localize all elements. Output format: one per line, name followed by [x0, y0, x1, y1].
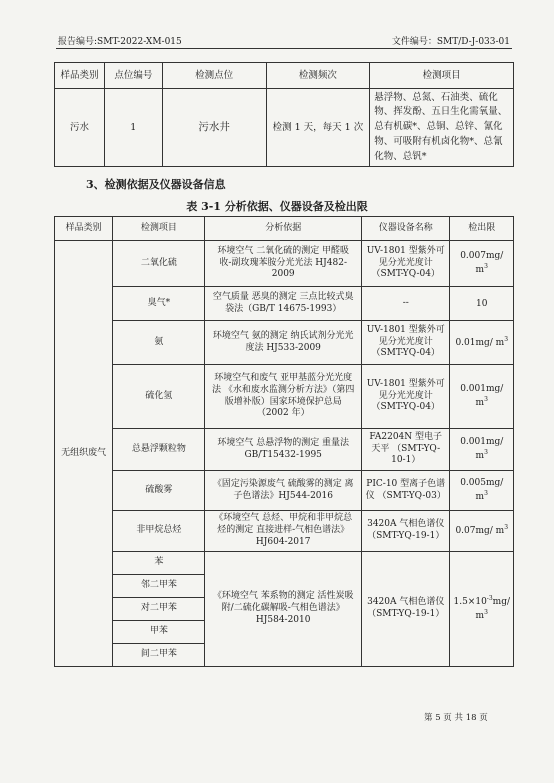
monitoring-plan-table [54, 62, 514, 167]
analysis-basis-table [54, 216, 514, 667]
table-row [55, 321, 514, 365]
analysis-method: 环境空气 二氧化硫的测定 甲醛吸收-副玫瑰苯胺分光光法 HJ482-2009 [205, 241, 362, 287]
header-cell: 检测项目 [113, 217, 205, 241]
table-row [55, 471, 514, 511]
detection-limit: 10 [450, 287, 514, 321]
monitoring-point: 污水井 [162, 89, 266, 167]
test-item: 二氧化硫 [113, 241, 205, 287]
table-row [55, 511, 514, 552]
section-title: 3、检测依据及仪器设备信息 [86, 178, 226, 191]
instrument: UV-1801 型紫外可见分光光度计 （SMT-YQ-04） [361, 321, 450, 365]
analysis-method: 环境空气 氨的测定 纳氏试剂分光光度法 HJ533-2009 [205, 321, 362, 365]
header-cell: 检测项目 [370, 63, 514, 89]
test-item: 臭气* [113, 287, 205, 321]
detection-limit: 0.07mg/ $m^3$ [450, 511, 514, 552]
instrument: FA2204N 型电子天平 （SMT-YQ-10-1） [361, 429, 450, 471]
header-cell: 检测点位 [162, 63, 266, 89]
page-header [58, 34, 510, 47]
test-item: 硫化氢 [113, 365, 205, 429]
analysis-method: 《环境空气 总烃、甲烷和非甲烷总烃的测定 直接进样-气相色谱法》HJ604-2017 [205, 511, 362, 552]
instrument: PIC-10 型离子色谱仪 （SMT-YQ-03） [361, 471, 450, 511]
detection-limit: 0.007mg/ $m^3$ [450, 241, 514, 287]
table-title: 表 3-1 分析依据、仪器设备及检出限 [186, 200, 368, 213]
header-cell: 点位编号 [104, 63, 162, 89]
table-row [55, 89, 514, 167]
table-row [55, 552, 514, 575]
header-cell: 检出限 [450, 217, 514, 241]
sample-category: 污水 [55, 89, 105, 167]
analysis-method: 《环境空气 苯系物的测定 活性炭吸附/二硫化碳解吸-气相色谱法》HJ584-2010 [205, 552, 362, 667]
detection-limit: 0.001mg/ $m^3$ [450, 429, 514, 471]
test-item: 邻二甲苯 [113, 575, 205, 598]
header-cell: 检测频次 [266, 63, 370, 89]
table-row [55, 287, 514, 321]
sample-category: 无组织废气 [55, 241, 113, 667]
header-cell: 样品类别 [55, 217, 113, 241]
table-row [55, 241, 514, 287]
file-number: 文件编号：SMT/D-J-033-01 [391, 37, 510, 47]
header-cell: 分析依据 [205, 217, 362, 241]
analysis-method: 环境空气 总悬浮物的测定 重量法 GB/T15432-1995 [205, 429, 362, 471]
test-items: 悬浮物、总氮、石油类、硫化物、挥发酚、五日生化需氧量、总有机碳*、总铜、总锌、氰化物、可吸附有机卤化物*、总氰化物、总钒* [370, 89, 514, 167]
frequency: 检测 1 天，每天 1 次 [266, 89, 370, 167]
test-item: 苯 [113, 552, 205, 575]
test-item: 甲苯 [113, 621, 205, 644]
analysis-method: 环境空气和废气 亚甲基蓝分光光度法 《水和废水监测分析方法》（第四版增补版）国家环境保护总局（2002 年） [205, 365, 362, 429]
header-rule [56, 48, 512, 49]
detection-limit: 0.001mg/ $m^3$ [450, 365, 514, 429]
table-header-row [55, 63, 514, 89]
analysis-method: 《固定污染源废气 硫酸雾的测定 离子色谱法》HJ544-2016 [205, 471, 362, 511]
header-cell: 仪器设备名称 [361, 217, 450, 241]
instrument: UV-1801 型紫外可见分光光度计 （SMT-YQ-04） [361, 241, 450, 287]
test-item: 对二甲苯 [113, 598, 205, 621]
table-row [55, 429, 514, 471]
analysis-method: 空气质量 恶臭的测定 三点比较式臭袋法（GB/T 14675-1993） [205, 287, 362, 321]
instrument: 3420A 气相色谱仪 （SMT-YQ-19-1） [361, 511, 450, 552]
detection-limit: 0.01mg/ $m^3$ [450, 321, 514, 365]
instrument: -- [361, 287, 450, 321]
header-cell: 样品类别 [55, 63, 105, 89]
page-number: 第 5 页 共 18 页 [424, 713, 488, 723]
test-item: 非甲烷总烃 [113, 511, 205, 552]
point-number: 1 [104, 89, 162, 167]
instrument: UV-1801 型紫外可见分光光度计 （SMT-YQ-04） [361, 365, 450, 429]
detection-limit: 0.005mg/ $m^3$ [450, 471, 514, 511]
instrument: 3420A 气相色谱仪 （SMT-YQ-19-1） [361, 552, 450, 667]
test-item: 硫酸雾 [113, 471, 205, 511]
test-item: 氨 [113, 321, 205, 365]
table-row [55, 365, 514, 429]
report-number: 报告编号:SMT-2022-XM-015 [58, 37, 182, 47]
test-item: 间二甲苯 [113, 644, 205, 667]
test-item: 总悬浮颗粒物 [113, 429, 205, 471]
detection-limit: $1.5\times 10^{-3}mg/$ $m^3$ [450, 552, 514, 667]
table-header-row [55, 217, 514, 241]
